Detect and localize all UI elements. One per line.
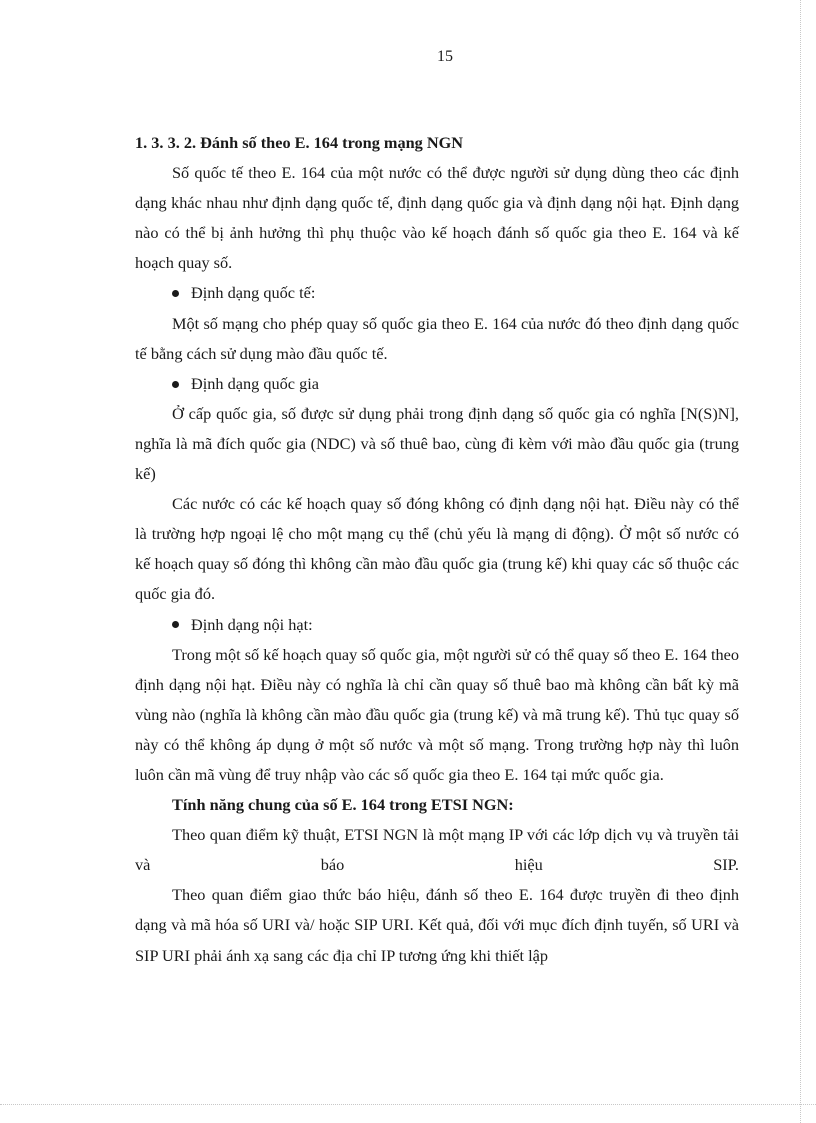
paragraph-intro: Số quốc tế theo E. 164 của một nước có thể được người sử dụng dùng theo các định dạng khác nhau như định dạng quốc tế, định dạng quốc gia và định dạng nội hạt. Định dạng nào có thể bị ảnh hưởng thì phụ thuộc vào kế hoạch đánh số quốc gia theo E. 164 và kế hoạch quay số. [135, 163, 739, 273]
bullet-international-format [135, 278, 739, 308]
paragraph-international: Một số mạng cho phép quay số quốc gia theo E. 164 của nước đó theo định dạng quốc tế bằng cách sử dụng mào đầu quốc tế. [135, 313, 739, 363]
bullet-national-format [135, 369, 739, 399]
paragraph-national: Ở cấp quốc gia, số được sử dụng phải trong định dạng số quốc gia có nghĩa [N(S)N], nghĩa là mã đích quốc gia (NDC) và số thuê bao, cùng đi kèm với mào đầu quốc gia (trung kế) [135, 403, 739, 484]
subheading-etsi-ngn: Tính năng chung của số E. 164 trong ETSI NGN: [172, 795, 514, 815]
paragraph-technical-view: Theo quan điểm kỹ thuật, ETSI NGN là một mạng IP với các lớp dịch vụ và truyền tải và báo hiệu SIP. [135, 825, 739, 875]
document-body [135, 128, 739, 971]
bullet-label: Định dạng quốc gia [191, 373, 319, 393]
bullet-dot-icon [172, 621, 179, 628]
page-edge-guide [800, 0, 802, 1123]
bullet-local-format [135, 610, 739, 640]
bullet-dot-icon [172, 290, 179, 297]
bullet-dot-icon [172, 381, 179, 388]
section-heading: 1. 3. 3. 2. Đánh số theo E. 164 trong mạng NGN [135, 133, 464, 152]
paragraph-signaling-view: Theo quan điểm giao thức báo hiệu, đánh số theo E. 164 được truyền đi theo định dạng và mã hóa số URI và/ hoặc SIP URI. Kết quả, đối với mục đích định tuyến, số URI và SIP URI phải ánh xạ sang các địa chỉ IP tương ứng khi thiết lập [135, 885, 739, 965]
bullet-label: Định dạng quốc tế: [191, 283, 316, 303]
paragraph-local: Trong một số kế hoạch quay số quốc gia, một người sử có thể quay số theo E. 164 theo định dạng nội hạt. Điều này có nghĩa là chỉ cần quay số thuê bao mà không cần bất kỳ mã vùng nào (nghĩa là không cần mào đầu quốc gia (trung kế) và mã trung kế). Thủ tục quay số này có thể không áp dụng ở một số nước và một số mạng. Trong trường hợp này thì luôn luôn cần mã vùng để truy nhập vào các số quốc gia theo E. 164 tại mức quốc gia. [135, 644, 739, 784]
paragraph-closed-dialing: Các nước có các kế hoạch quay số đóng không có định dạng nội hạt. Điều này có thể là trường hợp ngoại lệ cho một mạng cụ thể (chủ yếu là mạng di động). Ở một số nước có kế hoạch quay số đóng thì không cần mào đầu quốc gia (trung kế) khi quay các số thuộc các quốc gia đó. [135, 494, 739, 604]
bullet-label: Định dạng nội hạt: [191, 614, 313, 634]
page-bottom-guide [0, 1104, 816, 1106]
page-number: 15 [437, 48, 453, 65]
